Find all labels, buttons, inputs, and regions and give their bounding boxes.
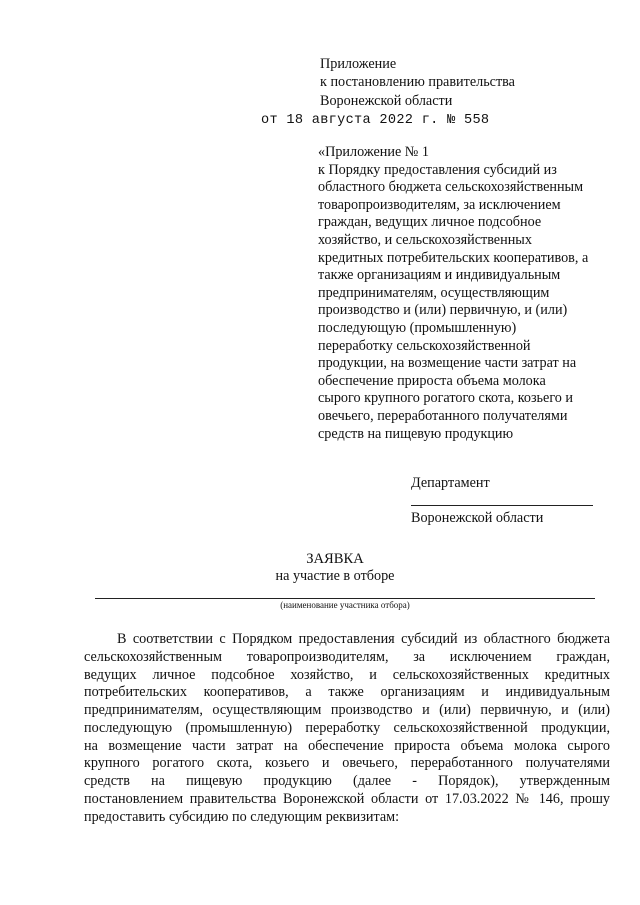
annex-line: средств на пищевую продукцию — [318, 425, 514, 442]
annex-line: предпринимателям, осуществляющим — [318, 284, 550, 301]
application-subtitle: на участие в отборе — [275, 568, 395, 584]
body-line: потребительских кооперативов, а также организациям и индивидуальным — [84, 684, 610, 701]
annex-line: кредитных потребительских кооперативов, а — [318, 249, 589, 266]
body-line: средств на пищевую продукцию (далее - Порядок), утвержденным — [84, 773, 610, 790]
body-line: постановлением правительства Воронежской области от 17.03.2022 № 146, прошу — [84, 791, 610, 808]
application-title: ЗАЯВКА — [306, 551, 364, 567]
annex-line: производство и (или) первичную, и (или) — [318, 302, 568, 319]
addressee-line-2: Воронежской области — [411, 510, 544, 526]
annex-block — [318, 144, 588, 442]
body-paragraph — [84, 631, 610, 825]
body-line: предоставить субсидию по следующим реквизитам: — [84, 808, 400, 825]
body-line: последующую (промышленную) переработку сельскохозяйственной продукции, — [84, 719, 610, 736]
annex-line: областного бюджета сельскохозяйственным — [318, 179, 584, 196]
addressee-blank-rule — [411, 505, 593, 506]
body-line: ведущих личное подсобное хозяйство, и сельскохозяйственных кредитных — [84, 666, 610, 683]
participant-name-caption: (наименование участника отбора) — [280, 600, 410, 610]
annex-line: обеспечение прироста объема молока — [318, 372, 546, 389]
annex-line: «Приложение № 1 — [318, 144, 429, 160]
appendix-header — [320, 56, 515, 109]
annex-line: переработку сельскохозяйственной — [318, 337, 531, 354]
appendix-line: Приложение — [320, 56, 397, 72]
annex-line: граждан, ведущих личное подсобное — [318, 214, 542, 231]
annex-line: к Порядку предоставления субсидий из — [318, 161, 557, 178]
annex-line: хозяйство, и сельскохозяйственных — [318, 231, 532, 248]
annex-line: овечьего, переработанного получателями — [318, 407, 568, 424]
appendix-line: Воронежской области — [320, 92, 453, 109]
appendix-line: к постановлению правительства — [320, 74, 515, 91]
body-line: сельскохозяйственным товаропроизводителям, за исключением граждан, — [84, 648, 610, 665]
body-line: предпринимателям, осуществляющим производство и (или) первичную, и (или) — [84, 702, 610, 719]
body-line: В соответствии с Порядком предоставления субсидий из областного бюджета — [117, 631, 610, 647]
participant-name-field — [95, 598, 595, 599]
resolution-date: от 18 августа 2022 г. № 558 — [261, 113, 490, 128]
body-line: крупного рогатого скота, козьего и овечьего, переработанного получателями — [84, 755, 610, 772]
annex-line: сырого крупного рогатого скота, козьего и — [318, 390, 574, 407]
annex-line: продукции, на возмещение части затрат на — [318, 355, 577, 372]
annex-line: последующую (промышленную) — [318, 319, 517, 336]
annex-line: также организациям и индивидуальным — [318, 267, 561, 284]
addressee-line-1: Департамент — [411, 475, 490, 491]
annex-line: товаропроизводителям, за исключением — [318, 196, 561, 213]
body-line: на возмещение части затрат на обеспечение прироста объема молока сырого — [84, 737, 610, 754]
